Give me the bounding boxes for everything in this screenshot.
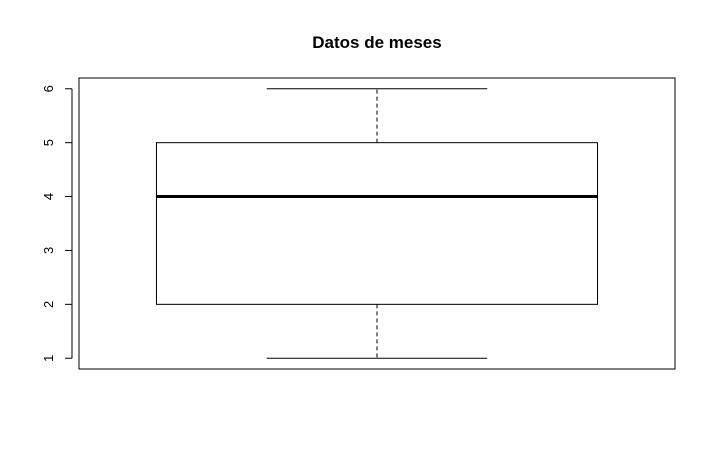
box-group: [156, 89, 597, 358]
chart-title: Datos de meses: [312, 33, 442, 52]
y-tick-label-5: 5: [41, 139, 56, 147]
iqr-box: [156, 143, 597, 305]
y-tick-label-4: 4: [41, 192, 56, 201]
y-tick-label-1: 1: [41, 354, 56, 362]
y-tick-label-6: 6: [41, 85, 56, 93]
y-tick-label-2: 2: [41, 300, 56, 308]
y-tick-label-3: 3: [41, 246, 56, 255]
y-axis: [41, 85, 72, 362]
